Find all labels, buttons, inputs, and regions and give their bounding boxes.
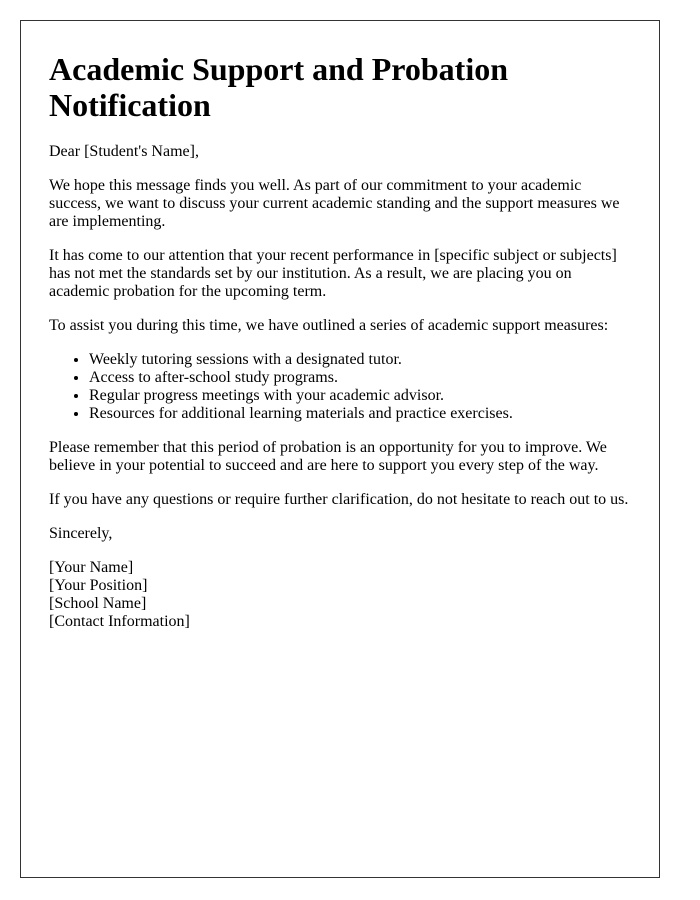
signature-school: [School Name] [49,595,147,612]
probation-paragraph: It has come to our attention that your recent performance in [specific subject or subjects] has not met the standards set by our institution. As a result, we are placing you on academic probation for the upcoming term. [49,247,617,300]
signature-contact: [Contact Information] [49,613,190,630]
salutation: Dear [Student's Name], [49,143,199,160]
encouragement-paragraph: Please remember that this period of probation is an opportunity for you to improve. We believe in your potential to succeed and are here to support you every step of the way. [49,439,607,474]
list-item: • Regular progress meetings with your academic advisor. [89,387,631,405]
contact-paragraph: If you have any questions or require further clarification, do not hesitate to reach out to us. [49,491,629,508]
list-item: • Weekly tutoring sessions with a designated tutor. [89,351,631,369]
signature-name: [Your Name] [49,559,134,576]
list-item: • Access to after-school study programs. [89,369,631,387]
letter-title: Academic Support and Probation Notification [49,51,509,123]
support-intro-paragraph: To assist you during this time, we have outlined a series of academic support measures: [49,317,609,334]
signature-block [49,559,631,631]
intro-paragraph: We hope this message finds you well. As part of our commitment to your academic success, we want to discuss your current academic standing and the support measures we are implementing. [49,177,620,230]
list-item: • Resources for additional learning materials and practice exercises. [89,405,631,423]
support-measures-list [49,351,631,423]
letter-page [20,20,660,878]
signature-position: [Your Position] [49,577,148,594]
sign-off: Sincerely, [49,525,113,542]
